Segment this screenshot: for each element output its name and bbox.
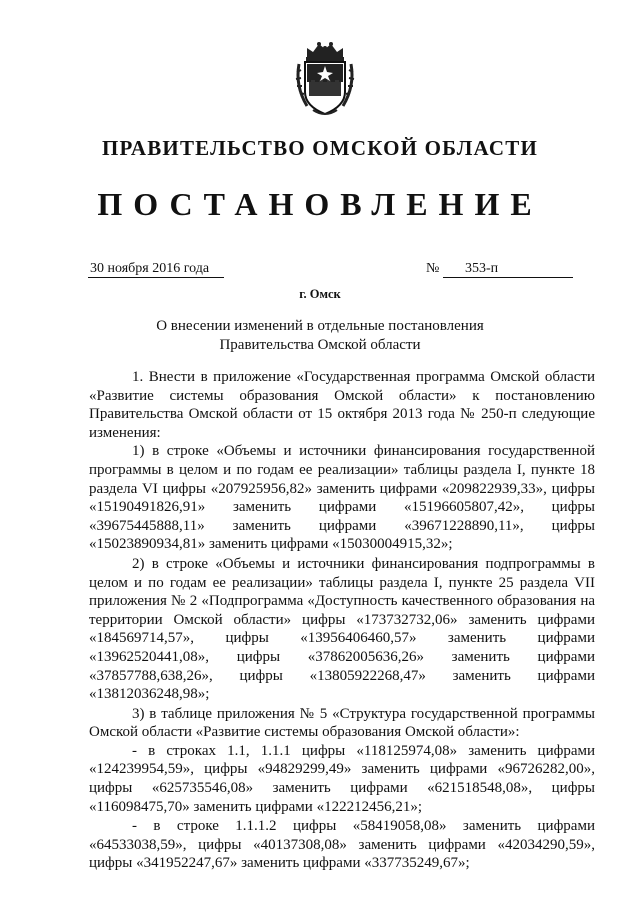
body-paragraph: 1. Внести в приложение «Государственная программа Омской области «Развитие системы образования Омской области» к постановлению Правительства Омской области от 15 октября 2013 года № 250-п следующие изменения: xyxy=(89,369,595,441)
city-label: г. Омск xyxy=(299,287,341,301)
document-date: 30 ноября 2016 года xyxy=(88,260,224,278)
organization-title: ПРАВИТЕЛЬСТВО ОМСКОЙ ОБЛАСТИ xyxy=(101,136,538,160)
body-paragraph: 2) в строке «Объемы и источники финансирования подпрограммы в целом и по годам ее реализации» таблицы раздела I, пункте 25 раздела VII приложения № 2 «Подпрограмма «Доступность качественного образования на территории Омской области» цифры «173732732,06» заменить цифрами «184569714,57», цифры «13956406460,57» заменить цифрами «13962520441,08», цифры «37862005636,26» заменить цифрами «37857788,638,26», цифры «13805922268,47» заменить цифрами «13812036248,98»; xyxy=(89,555,595,703)
document-number-block xyxy=(426,260,573,278)
document-subject: О внесении изменений в отдельные постановления Правительства Омской области xyxy=(156,318,484,353)
coat-of-arms-emblem xyxy=(293,40,357,118)
document-number: 353-п xyxy=(443,260,573,278)
number-label: № xyxy=(426,261,440,276)
body-paragraph: - в строке 1.1.1.2 цифры «58419058,08» заменить цифрами «64533038,59», цифры «40137308,08» заменить цифрами «42034290,59», цифры «341952247,67» заменить цифрами «337735249,67»; xyxy=(89,818,595,872)
body-paragraph: 3) в таблице приложения № 5 «Структура государственной программы Омской области «Развитие системы образования Омской области»: xyxy=(89,705,595,741)
document-body xyxy=(89,368,595,873)
document-type-title: ПОСТАНОВЛЕНИЕ xyxy=(97,186,543,222)
body-paragraph: 1) в строке «Объемы и источники финансирования государственной программы в целом и по годам ее реализации» таблицы раздела I, пункте 18 раздела VI цифры «207925956,82» заменить цифрами «209822939,33», цифры «15190491826,91» заменить цифрами «15196605807,42», цифры «39675445888,11» заменить цифрами «39671228890,11», цифры «15023890934,81» заменить цифрами «15030004915,32»; xyxy=(89,443,595,553)
body-paragraph: - в строках 1.1, 1.1.1 цифры «118125974,08» заменить цифрами «124239954,59», цифры «94829299,49» заменить цифрами «96726282,00», цифры «625735546,08» заменить цифрами «621518548,08», цифры «116098475,70» заменить цифрами «122212456,21»; xyxy=(89,742,595,815)
